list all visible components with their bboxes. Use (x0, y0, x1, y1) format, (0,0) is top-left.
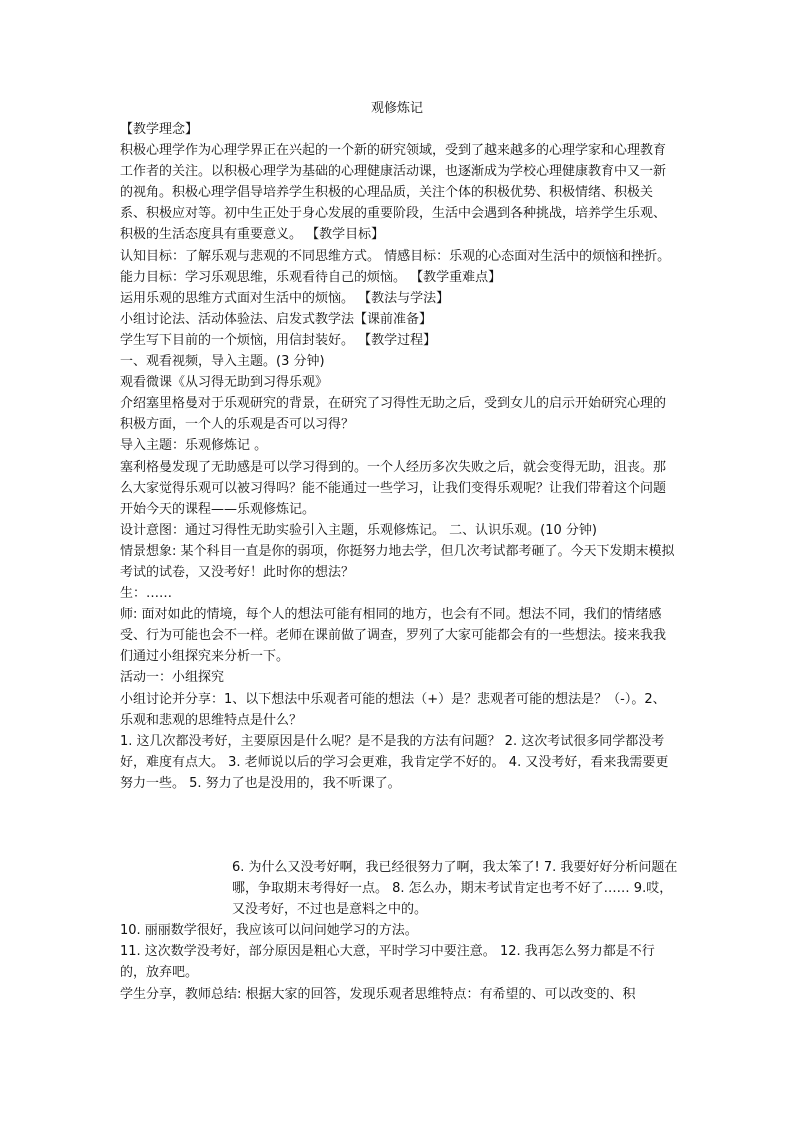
paragraph-activity-one: 活动一：小组探究 (120, 670, 225, 686)
paragraph-summary: 学生分享，教师总结: 根据大家的回答，发现乐观者思维特点：有希望的、可以改变的、积 (120, 986, 636, 1002)
paragraph-methods: 小组讨论法、活动体验法、启发式教学法【课前准备】 (120, 311, 433, 327)
paragraph-philosophy: 积极心理学作为心理学界正在兴起的一个新的研究领域，受到了越来越多的心理学家和心理教育工作者的关注。以积极心理学为基础的心理健康活动课，也逐渐成为学校心理健康教育中又一新的视角。积极心理学倡导培养学生积极的心理品质，关注个体的积极优势、积极情绪、积极关系、积极应对等。初中生正处于身心发展的重要阶段，生活中会遇到各种挑战，培养学生乐观、积极的生活态度具有重要意义。 【教学目标】 (120, 143, 667, 243)
paragraph-key-points: 运用乐观的思维方式面对生活中的烦恼。 【教法与学法】 (120, 290, 450, 306)
paragraph-preparation: 学生写下目前的一个烦恼，用信封装好。 【教学过程】 (120, 332, 437, 348)
paragraph-seligman: 塞利格曼发现了无助感是可以学习得到的。一个人经历多次失败之后，就会变得无助，沮丧。那么大家觉得乐观可以被习得吗？能不能通过一些学习，让我们变得乐观呢？让我们带着这个问题开始今天的课程——乐观修炼记。 (120, 459, 667, 517)
paragraph-background: 介绍塞里格曼对于乐观研究的背景，在研究了习得性无助之后，受到女儿的启示开始研究心理的积极方面，一个人的乐观是否可以习得？ (120, 396, 667, 433)
document-title: 观修炼记 (370, 101, 423, 116)
paragraph-objectives: 认知目标：了解乐观与悲观的不同思维方式。 情感目标：乐观的心态面对生活中的烦恼和挫折。 能力目标：学习乐观思维，乐观看待自己的烦恼。 【教学重难点】 (120, 248, 671, 285)
paragraph-teacher: 师: 面对如此的情境，每个人的想法可能有相同的地方，也会有不同。想法不同，我们的情绪感受、行为可能也会不一样。老师在课前做了调查，罗列了大家可能都会有的一些想法。接来我我们通过小组探究来分析一下。 (120, 607, 667, 665)
blank-gap (120, 794, 678, 857)
section-heading-teaching-philosophy: 【教学理念】 (120, 122, 199, 137)
paragraph-intro-topic: 导入主题：乐观修炼记 。 (120, 438, 268, 454)
paragraph-watch-video: 观看微课《从习得无助到习得乐观》 (120, 375, 329, 391)
paragraph-discussion: 小组讨论并分享：1、以下想法中乐观者可能的想法（+）是？悲观者可能的想法是？（-）。2、乐观和悲观的思维特点是什么？ (120, 691, 666, 728)
paragraph-scenario: 情景想象: 某个科目一直是你的弱项，你挺努力地去学，但几次考试都考砸了。今天下发期末模拟考试的试卷，又没考好！此时你的想法？ (120, 543, 675, 580)
paragraph-thoughts-1-5: 1. 这几次都没考好，主要原因是什么呢？是不是我的方法有问题？ 2. 这次考试很多同学都没考好，难度有点大。 3. 老师说以后的学习会更难，我肯定学不好的。 4. 又没考好，看来我需要更努力一些。 5. 努力了也是没用的，我不听课了。 (120, 733, 669, 791)
document-body (120, 119, 678, 1005)
paragraph-student: 生：…… (120, 586, 173, 602)
paragraph-thoughts-6-9: 6. 为什么又没考好啊，我已经很努力了啊，我太笨了! 7. 我要好好分析问题在哪，争取期末考得好一点。 8. 怎么办，期末考试肯定也考不好了…… 9.哎，又没考好，不过也是意料之中的。 (232, 860, 678, 918)
paragraph-design-intent: 设计意图：通过习得性无助实验引入主题，乐观修炼记。 二、认识乐观。(10 分钟) (120, 522, 597, 538)
paragraph-step-one-heading: 一、观看视频，导入主题。(3 分钟) (120, 354, 325, 370)
paragraph-thought-10: 10. 丽丽数学很好，我应该可以问问她学习的方法。 (120, 923, 418, 939)
paragraph-thoughts-11-12: 11. 这次数学没考好，部分原因是粗心大意，平时学习中要注意。 12. 我再怎么努力都是不行的，放弃吧。 (120, 944, 655, 981)
